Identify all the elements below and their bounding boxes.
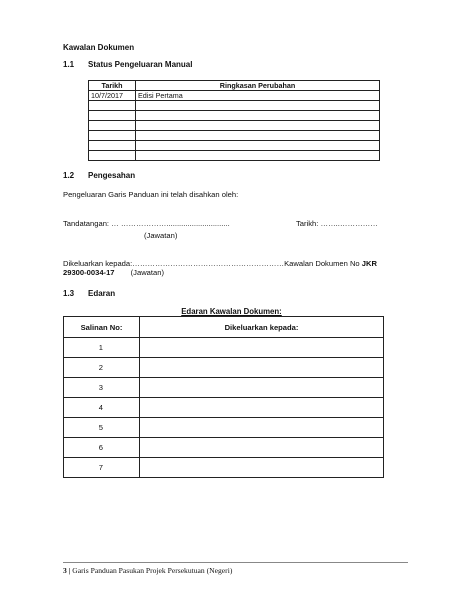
table-row [64,398,384,418]
table-cell: Edisi Pertama [136,91,380,101]
footer [63,566,232,575]
table-row [89,121,380,131]
table-row [64,458,384,478]
copy-number: 7 [64,458,140,478]
copy-number: 1 [64,338,140,358]
issued-to-cell [140,398,384,418]
footer-separator: | [66,566,73,575]
issued-to-cell [140,338,384,358]
table-cell: 10/7/2017 [89,91,136,101]
status-table [88,80,380,161]
table-cell [136,131,380,141]
section-number-1-3: 1.3 [63,289,75,298]
issued-to-cell [140,458,384,478]
table-row [64,338,384,358]
table-row [89,141,380,151]
doc-number-part-b: 29300-0034-17 [63,268,115,277]
section-title-1-1: Status Pengeluaran Manual [88,60,193,69]
column-header-ringkasan: Ringkasan Perubahan [136,81,380,91]
signature-line: Tandatangan: … ……………….............................. [63,219,230,228]
table-cell [136,121,380,131]
table-cell [136,101,380,111]
table-row [89,151,380,161]
position-label: (Jawatan) [144,231,178,240]
distribution-table-header [64,317,384,338]
section-number-1-1: 1.1 [63,60,75,69]
issued-position-label: (Jawatan) [130,268,164,277]
table-cell [89,141,136,151]
table-cell [136,141,380,151]
table-cell [89,131,136,141]
section-title-1-2: Pengesahan [88,171,136,180]
distribution-table-caption: Edaran Kawalan Dokumen: [181,307,282,316]
copy-number: 3 [64,378,140,398]
section-number-1-2: 1.2 [63,171,75,180]
table-cell [89,151,136,161]
table-row [89,91,380,101]
table-cell [89,101,136,111]
table-row [64,418,384,438]
column-header-tarikh: Tarikh [89,81,136,91]
section-title-1-3: Edaran [88,289,116,298]
issued-to-cell [140,418,384,438]
status-table-header [89,81,380,91]
column-header-salinan: Salinan No: [64,317,140,338]
issued-to-line-2 [63,268,164,277]
issued-to-cell [140,438,384,458]
footer-text: Garis Panduan Pasukan Projek Persekutuan (Negeri) [72,566,233,575]
date-line: Tarikh: ……..…………… [296,219,378,228]
page-number: 3 [63,566,67,575]
copy-number: 4 [64,398,140,418]
table-row [89,101,380,111]
page-title: Kawalan Dokumen [63,43,135,52]
table-row [64,358,384,378]
table-cell [136,111,380,121]
copy-number: 6 [64,438,140,458]
footer-divider [63,562,408,563]
table-cell [89,111,136,121]
table-cell [136,151,380,161]
copy-number: 2 [64,358,140,378]
table-row [64,438,384,458]
table-cell [89,121,136,131]
issued-to-line [63,259,377,268]
issued-to-cell [140,358,384,378]
column-header-dikeluarkan: Dikeluarkan kepada: [140,317,384,338]
approval-intro: Pengeluaran Garis Panduan ini telah disahkan oleh: [63,190,239,199]
table-row [89,131,380,141]
issued-to-label: Dikeluarkan kepada:……………………………………………………Kawalan Dokumen No [63,259,362,268]
table-row [89,111,380,121]
table-row [64,378,384,398]
distribution-table [63,316,384,478]
copy-number: 5 [64,418,140,438]
doc-number-part-a: JKR [361,259,377,268]
issued-to-cell [140,378,384,398]
